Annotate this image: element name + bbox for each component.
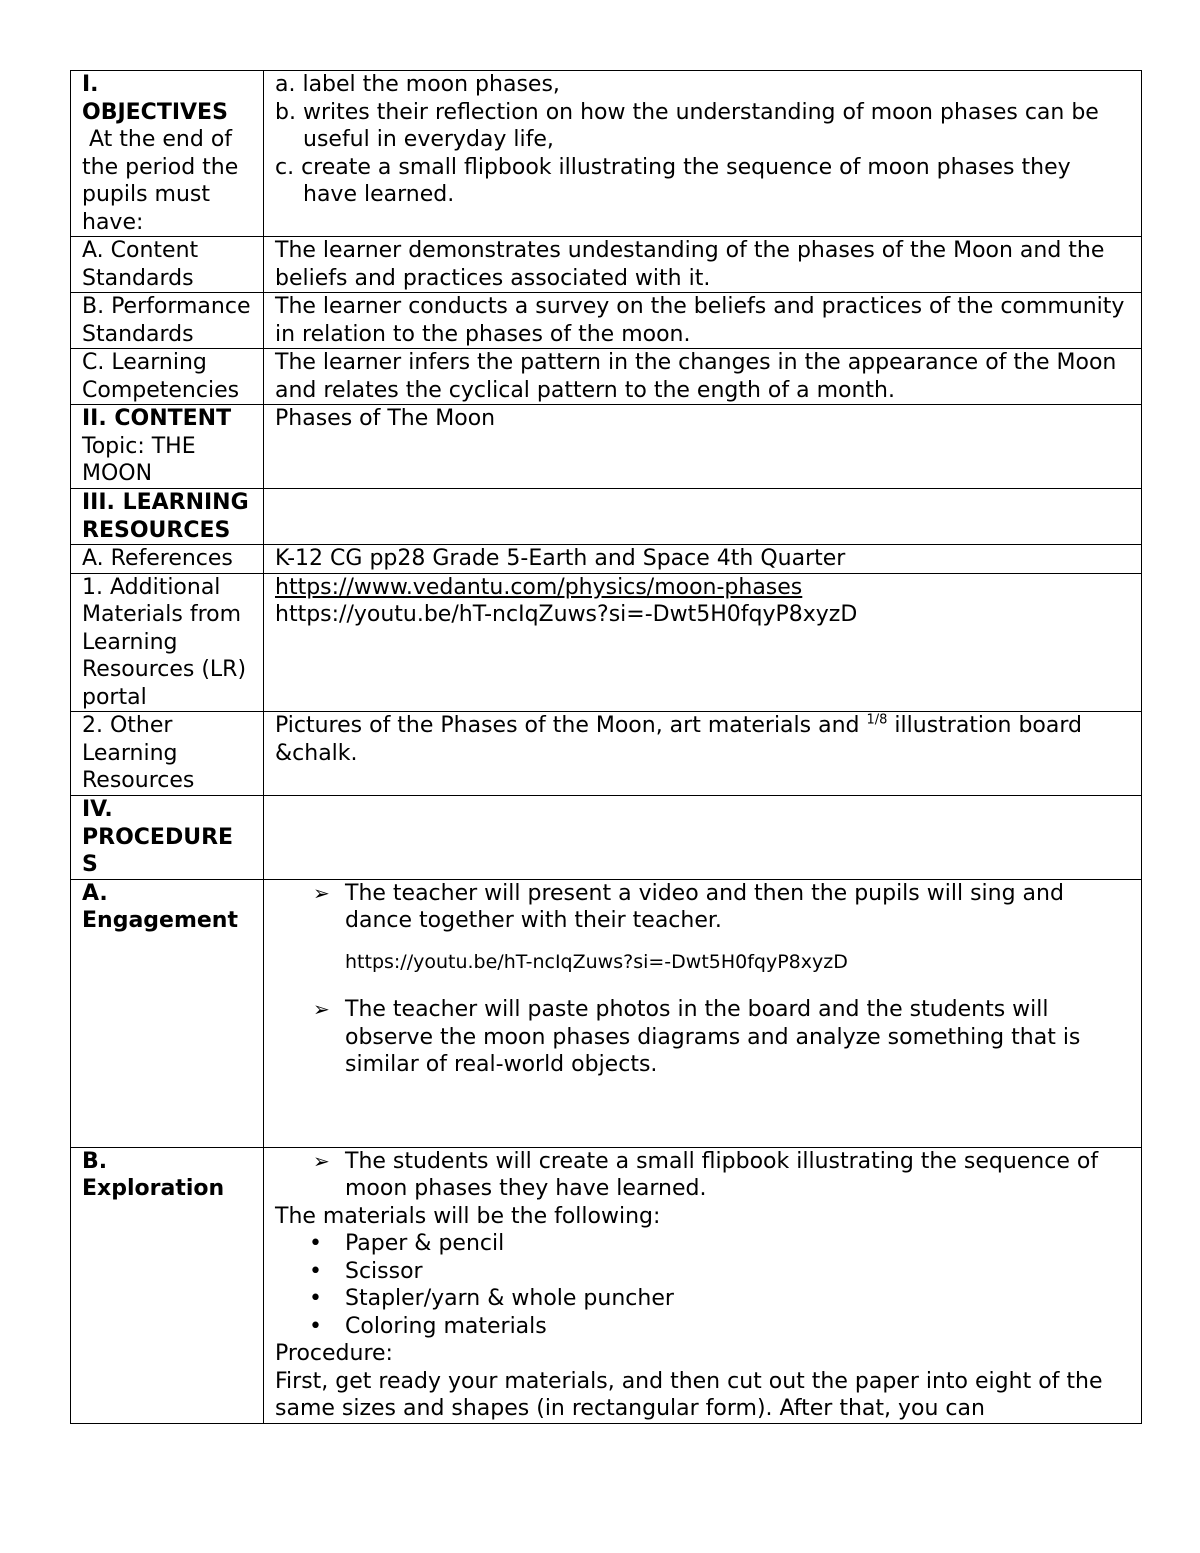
procedure-label: Procedure:: [275, 1341, 393, 1366]
arrow-bullet-icon: ➢: [313, 997, 330, 1021]
references-text: K-12 CG pp28 Grade 5-Earth and Space 4th Quarter: [264, 545, 1142, 574]
references-label: A. References: [71, 545, 264, 574]
engagement-label-2: Engagement: [82, 908, 238, 933]
row-references: [71, 545, 1142, 574]
material-item-text: Stapler/yarn & whole puncher: [345, 1286, 674, 1311]
content-topic: Topic: THE MOON: [82, 433, 196, 486]
objective-item-b: b. writes their reflection on how the understanding of moon phases can be useful in everyday life,: [275, 99, 1099, 152]
objectives-intro: At the end of the period the pupils must have:: [82, 127, 246, 235]
material-item-text: Scissor: [345, 1258, 423, 1284]
objectives-label-cell: [71, 71, 264, 237]
objectives-heading-2: OBJECTIVES: [82, 99, 228, 125]
row-procedures: [71, 796, 1142, 880]
engagement-item-2-text: The teacher will paste photos in the board and the students will observe the moon phases diagrams and analyze something that is similar of real-world objects.: [345, 997, 1081, 1077]
material-item: [309, 1313, 1131, 1341]
engagement-cell: [264, 879, 1142, 1147]
engagement-video-url[interactable]: https://youtu.be/hT-ncIqZuws?si=-Dwt5H0fqyP8xyzD: [345, 950, 848, 973]
fraction-superscript: 1/8: [866, 712, 888, 728]
engagement-label-1: A.: [82, 880, 108, 906]
material-item-text: Coloring materials: [345, 1313, 547, 1339]
learning-competencies-text: The learner infers the pattern in the changes in the appearance of the Moon and relates the cyclical pattern to the ength of a month.: [264, 349, 1142, 405]
round-bullet-icon: •: [309, 1286, 322, 1311]
other-resources-text-after: illustration board &chalk.: [275, 713, 1089, 766]
objectives-content-cell: [264, 71, 1142, 237]
arrow-bullet-icon: ➢: [313, 1148, 330, 1173]
procedures-heading-cell: [71, 796, 264, 880]
round-bullet-icon: •: [309, 1258, 322, 1284]
exploration-label-1: B.: [82, 1148, 108, 1174]
content-standards-label: A. Content Standards: [71, 237, 264, 293]
additional-materials-label: 1. Additional Materials from Learning Resources (LR) portal: [71, 573, 264, 712]
round-bullet-icon: •: [309, 1231, 322, 1256]
row-content: [71, 405, 1142, 489]
other-resources-label: 2. Other Learning Resources: [71, 712, 264, 796]
engagement-item-1: [313, 880, 1131, 935]
row-engagement: [71, 879, 1142, 1147]
exploration-label-cell: [71, 1147, 264, 1423]
round-bullet-icon: •: [309, 1313, 322, 1339]
learning-competencies-label: C. Learning Competencies: [71, 349, 264, 405]
other-resources-text-before: Pictures of the Phases of the Moon, art materials and: [275, 713, 867, 738]
procedures-heading-3: S: [82, 852, 98, 877]
material-item-text: Paper & pencil: [345, 1231, 505, 1256]
lesson-plan-table: [70, 70, 1142, 1424]
engagement-item-2: [313, 996, 1131, 1079]
row-performance-standards: [71, 293, 1142, 349]
row-objectives: [71, 71, 1142, 237]
objectives-heading-1: I.: [82, 72, 99, 97]
procedures-heading-2: PROCEDURE: [82, 824, 234, 850]
row-other-resources: [71, 712, 1142, 796]
engagement-item-1-text: The teacher will present a video and then the pupils will sing and dance together with their teacher.: [345, 880, 1064, 933]
exploration-cell: [264, 1147, 1142, 1423]
objective-item-a: a. label the moon phases,: [275, 72, 560, 97]
row-content-standards: [71, 237, 1142, 293]
procedure-text: First, get ready your materials, and then cut out the paper into eight of the same sizes and shapes (in rectangular form). After that, you can: [275, 1368, 1103, 1421]
other-resources-cell: [264, 712, 1142, 796]
materials-intro: The materials will be the following:: [275, 1203, 661, 1229]
exploration-label-2: Exploration: [82, 1176, 225, 1201]
content-standards-text: The learner demonstrates undestanding of the phases of the Moon and the beliefs and practices associated with it.: [264, 237, 1142, 293]
row-additional-materials: [71, 573, 1142, 712]
additional-materials-cell: [264, 573, 1142, 712]
performance-standards-text: The learner conducts a survey on the beliefs and practices of the community in relation to the phases of the moon.: [264, 293, 1142, 349]
material-item: [309, 1285, 1131, 1313]
youtube-link[interactable]: https://youtu.be/hT-ncIqZuws?si=-Dwt5H0fqyP8xyzD: [275, 602, 858, 627]
performance-standards-label: B. Performance Standards: [71, 293, 264, 349]
content-label-cell: [71, 405, 264, 489]
material-item: [309, 1258, 1131, 1286]
learning-resources-heading: III. LEARNING RESOURCES: [71, 489, 264, 545]
content-heading: II. CONTENT: [82, 406, 232, 431]
material-item: [309, 1230, 1131, 1258]
learning-resources-empty: [264, 489, 1142, 545]
exploration-item-1: [313, 1148, 1131, 1203]
arrow-bullet-icon: ➢: [313, 880, 330, 905]
procedures-heading-1: IV.: [82, 797, 113, 822]
vedantu-link[interactable]: https://www.vedantu.com/physics/moon-phases: [275, 574, 803, 600]
row-learning-competencies: [71, 349, 1142, 405]
engagement-label-cell: [71, 879, 264, 1147]
row-exploration: [71, 1147, 1142, 1423]
content-text: Phases of The Moon: [264, 405, 1142, 489]
exploration-item-1-text: The students will create a small flipbook illustrating the sequence of moon phases they have learned.: [345, 1148, 1099, 1201]
row-learning-resources: [71, 489, 1142, 545]
procedures-empty: [264, 796, 1142, 880]
objective-item-c: c. create a small flipbook illustrating the sequence of moon phases they have learned.: [275, 154, 1071, 207]
